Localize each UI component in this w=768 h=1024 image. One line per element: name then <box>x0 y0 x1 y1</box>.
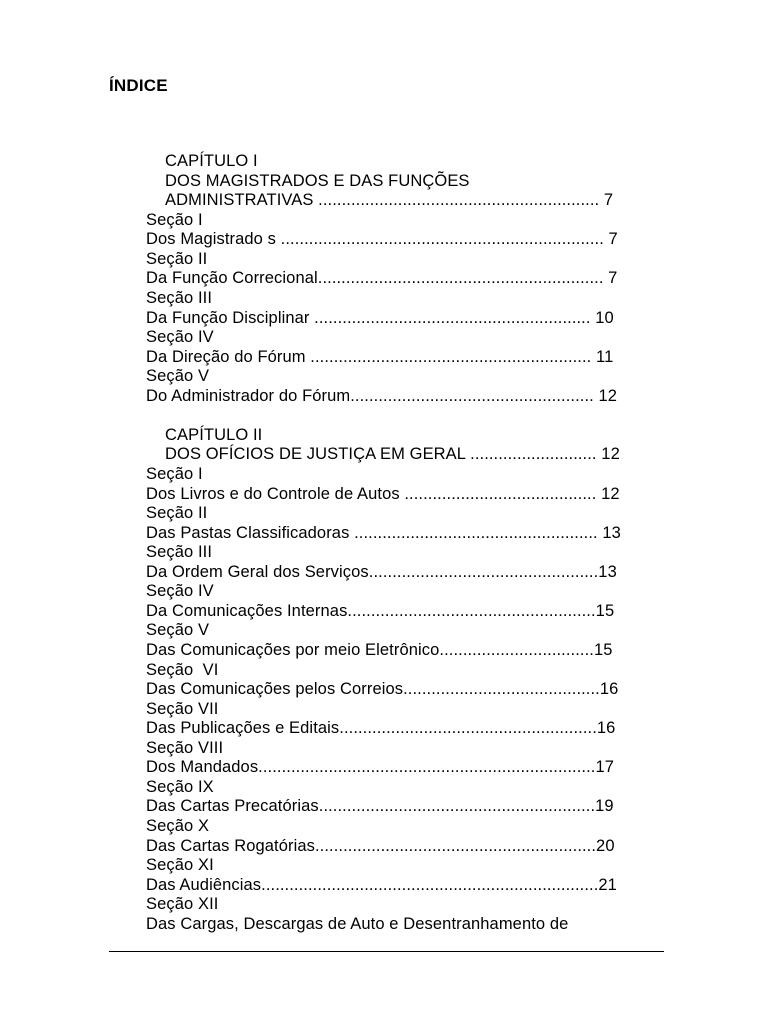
toc-line: Seção I <box>146 465 203 483</box>
toc-line: CAPÍTULO I <box>165 152 258 170</box>
footer-rule-right <box>387 951 664 952</box>
toc-line: Da Ordem Geral dos Serviços.................................................13 <box>146 563 617 581</box>
toc-line: Seção II <box>146 504 208 522</box>
toc-line: Seção XI <box>146 856 214 874</box>
toc-line: Da Direção do Fórum ............................................................ 11 <box>146 348 614 366</box>
toc-line: DOS MAGISTRADOS E DAS FUNÇÕES <box>165 172 470 190</box>
toc-line: Dos Mandados........................................................................17 <box>146 758 614 776</box>
footer-rule-left <box>109 951 387 952</box>
toc-line: Seção III <box>146 543 213 561</box>
toc-line: Das Cartas Precatórias...........................................................19 <box>146 797 614 815</box>
toc-line: Seção IX <box>146 778 214 796</box>
toc-line: ADMINISTRATIVAS ............................................................ 7 <box>165 191 614 209</box>
toc-line: DOS OFÍCIOS DE JUSTIÇA EM GERAL ........................... 12 <box>165 445 620 463</box>
toc-line: Seção II <box>146 250 208 268</box>
toc-line: Das Publicações e Editais.......................................................16 <box>146 719 616 737</box>
toc-line: Dos Livros e do Controle de Autos ......................................... 12 <box>146 485 620 503</box>
index-heading: ÍNDICE <box>109 76 168 95</box>
toc-line: Seção IV <box>146 328 214 346</box>
toc-line: Seção X <box>146 817 210 835</box>
toc-line: Das Comunicações por meio Eletrônico.................................15 <box>146 641 613 659</box>
toc-line: Da Comunicações Internas.....................................................15 <box>146 602 615 620</box>
toc-line: Seção IV <box>146 582 214 600</box>
toc-line: Seção VII <box>146 700 219 718</box>
toc-line: Do Administrador do Fórum.................................................... 12 <box>146 387 618 405</box>
toc-line: CAPÍTULO II <box>165 426 263 444</box>
toc-line: Dos Magistrado s ..................................................................... 7 <box>146 230 618 248</box>
toc-line: Seção I <box>146 211 203 229</box>
toc-line: Seção V <box>146 621 210 639</box>
toc-line: Seção VIII <box>146 739 224 757</box>
toc-line: Seção V <box>146 367 210 385</box>
toc-line: Das Cartas Rogatórias............................................................20 <box>146 837 615 855</box>
toc-line: Das Pastas Classificadoras .................................................... 13 <box>146 524 621 542</box>
toc-line: Das Comunicações pelos Correios..........................................16 <box>146 680 619 698</box>
toc-line: Seção XII <box>146 895 219 913</box>
toc-line: Seção VI <box>146 661 219 679</box>
toc-line: Seção III <box>146 289 213 307</box>
toc-line: Das Cargas, Descargas de Auto e Desentranhamento de <box>146 915 569 933</box>
toc-line: Da Função Disciplinar ........................................................... 10 <box>146 309 614 327</box>
toc-line: Das Audiências........................................................................21 <box>146 876 617 894</box>
toc-line: Da Função Correcional............................................................. 7 <box>146 269 618 287</box>
